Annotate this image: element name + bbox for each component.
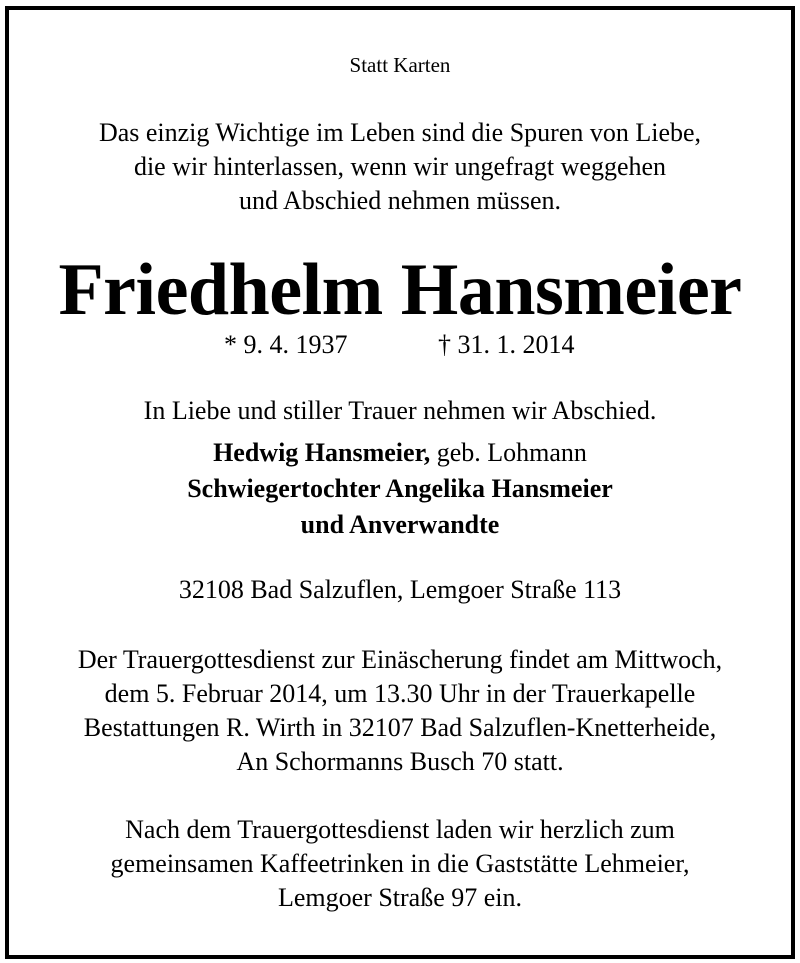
deceased-name: Friedhelm Hansmeier — [58, 249, 742, 331]
quote-line-2: die wir hinterlassen, wenn wir ungefragt weggehen — [133, 152, 667, 181]
header-statt-karten: Statt Karten — [349, 53, 451, 77]
reception-line-2: gemeinsamen Kaffeetrinken in die Gaststätte Lehmeier, — [110, 849, 690, 878]
service-line-4: An Schormanns Busch 70 statt. — [236, 747, 564, 776]
reception-line-3: Lemgoer Straße 97 ein. — [277, 883, 523, 912]
service-line-1: Der Trauergottesdienst zur Einäscherung findet am Mittwoch, — [77, 645, 723, 674]
mourner-maiden-name: geb. Lohmann — [430, 438, 587, 467]
mourner-line-2: Schwiegertochter Angelika Hansmeier — [187, 474, 613, 503]
mourner-name-bold: Hedwig Hansmeier, — [213, 438, 431, 467]
death-date: † 31. 1. 2014 — [438, 330, 575, 359]
address-line: 32108 Bad Salzuflen, Lemgoer Straße 113 — [178, 575, 622, 604]
mourner-line-3: und Anverwandte — [300, 510, 500, 539]
birth-date: * 9. 4. 1937 — [224, 330, 348, 359]
reception-line-1: Nach dem Trauergottesdienst laden wir herzlich zum — [125, 815, 675, 844]
quote-line-1: Das einzig Wichtige im Leben sind die Spuren von Liebe, — [98, 118, 702, 147]
service-line-2: dem 5. Februar 2014, um 13.30 Uhr in der Trauerkapelle — [104, 679, 696, 708]
farewell-line: In Liebe und stiller Trauer nehmen wir Abschied. — [143, 396, 657, 425]
service-line-3: Bestattungen R. Wirth in 32107 Bad Salzuflen-Knetterheide, — [83, 713, 717, 742]
mourner-line-1 — [0, 438, 800, 468]
quote-line-3: und Abschied nehmen müssen. — [238, 186, 562, 215]
